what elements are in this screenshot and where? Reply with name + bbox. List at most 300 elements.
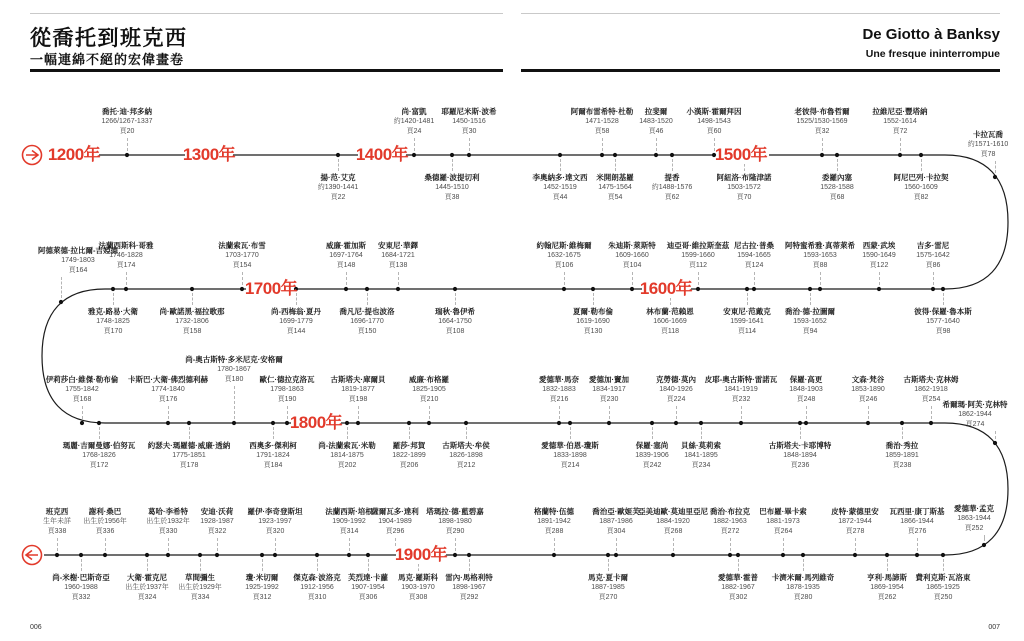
artist-dates: 1552-1614 bbox=[883, 118, 917, 125]
timeline-dot bbox=[336, 153, 340, 157]
artist-page: 頁206 bbox=[399, 462, 419, 469]
timeline-dot bbox=[125, 153, 129, 157]
dash-connector bbox=[105, 538, 106, 551]
timeline-dot bbox=[467, 153, 471, 157]
artist-dates: 1822-1899 bbox=[392, 452, 426, 459]
artist-dates: 1891-1942 bbox=[537, 518, 571, 525]
timeline-dot bbox=[900, 421, 904, 425]
artist-page: 頁108 bbox=[445, 328, 465, 335]
artist-entry bbox=[878, 573, 1008, 603]
artist-dates: 1791-1824 bbox=[256, 452, 290, 459]
dash-connector bbox=[933, 272, 934, 285]
timeline-dot bbox=[187, 421, 191, 425]
artist-dates: 1923-1997 bbox=[258, 518, 292, 525]
dash-connector bbox=[800, 427, 801, 439]
artist-dates: 1266/1267-1337 bbox=[101, 118, 153, 125]
artist-name: 法蘭西斯科·哥雅 bbox=[98, 241, 154, 250]
timeline-dot bbox=[885, 553, 889, 557]
artist-page: 頁24 bbox=[406, 128, 422, 135]
dash-connector bbox=[744, 164, 745, 171]
dash-connector bbox=[317, 559, 318, 571]
artist-name: 亨利·馬諦斯 bbox=[867, 573, 907, 582]
artist-page: 頁130 bbox=[583, 328, 603, 335]
artist-dates: 1819-1877 bbox=[341, 386, 375, 393]
artist-name: 揚·范·艾克 bbox=[320, 173, 356, 182]
artist-page: 頁230 bbox=[599, 396, 619, 403]
artist-page: 頁60 bbox=[706, 128, 722, 135]
artist-name: 雅克-路易·大衛 bbox=[88, 307, 138, 316]
timeline-dot bbox=[591, 287, 595, 291]
artist-name: 雷內·馬格利特 bbox=[445, 573, 493, 582]
artist-dates: 1826-1898 bbox=[449, 452, 483, 459]
dash-connector bbox=[943, 293, 944, 305]
artist-name: 提香 bbox=[664, 173, 680, 182]
artist-name: 威廉·霍加斯 bbox=[326, 241, 366, 250]
right-arrow-icon bbox=[26, 151, 38, 160]
artist-page: 頁38 bbox=[444, 194, 460, 201]
artist-page: 頁262 bbox=[877, 594, 897, 601]
artist-page: 頁250 bbox=[933, 594, 953, 601]
artist-name: 卡斯巴·大衛·佛烈德利赫 bbox=[128, 375, 208, 384]
artist-page: 頁264 bbox=[773, 528, 793, 535]
timeline-dot bbox=[671, 553, 675, 557]
artist-page: 頁112 bbox=[688, 262, 708, 269]
dash-connector bbox=[81, 559, 82, 571]
dash-connector bbox=[99, 427, 100, 439]
artist-page: 頁104 bbox=[622, 262, 642, 269]
artist-dates: 1882-1967 bbox=[721, 584, 755, 591]
artist-dates: 1475-1564 bbox=[598, 184, 632, 191]
artist-page: 頁150 bbox=[357, 328, 377, 335]
timeline-dot bbox=[124, 287, 128, 291]
dash-connector bbox=[429, 406, 430, 419]
artist-name: 尼古拉·普桑 bbox=[734, 241, 774, 250]
artist-name: 威廉·布格羅 bbox=[409, 375, 449, 384]
dash-connector bbox=[701, 427, 702, 439]
artist-name: 夏爾·勒布倫 bbox=[573, 307, 613, 316]
artist-page: 頁276 bbox=[907, 528, 927, 535]
timeline-dot bbox=[271, 421, 275, 425]
dash-connector bbox=[127, 138, 128, 151]
artist-name: 愛德華·馬奈 bbox=[539, 375, 579, 384]
artist-name: 阿尼巴列·卡拉契 bbox=[893, 173, 949, 182]
artist-dates: 1898-1980 bbox=[438, 518, 472, 525]
artist-dates: 1452-1519 bbox=[543, 184, 577, 191]
timeline-dot bbox=[607, 421, 611, 425]
dash-connector bbox=[347, 427, 348, 439]
artist-dates: 1594-1665 bbox=[737, 252, 771, 259]
artist-entry bbox=[61, 241, 191, 271]
artist-dates: 1619-1690 bbox=[576, 318, 610, 325]
artist-dates: 1863-1944 bbox=[957, 515, 991, 522]
artist-name: 喬治亞·歐姬芙 bbox=[592, 507, 640, 516]
dash-connector bbox=[455, 538, 456, 551]
artist-dates: 1841-1895 bbox=[684, 452, 718, 459]
artist-dates: 1471-1528 bbox=[585, 118, 619, 125]
artist-page: 頁190 bbox=[277, 396, 297, 403]
dash-connector bbox=[368, 559, 369, 571]
artist-name: 瓊·米切爾 bbox=[245, 573, 279, 582]
artist-page: 頁336 bbox=[95, 528, 115, 535]
artist-name: 薩爾瓦多·達利 bbox=[371, 507, 419, 516]
artist-page: 頁272 bbox=[720, 528, 740, 535]
artist-dates: 1590-1649 bbox=[862, 252, 896, 259]
artist-name: 喬凡尼·提也波洛 bbox=[339, 307, 395, 316]
artist-name: 朱迪斯·萊斯特 bbox=[608, 241, 656, 250]
artist-name: 瑪麗·吉爾曼娜·伯努瓦 bbox=[62, 441, 136, 450]
artist-dates: 1577-1640 bbox=[926, 318, 960, 325]
artist-dates: 1664-1750 bbox=[438, 318, 472, 325]
dash-connector bbox=[296, 293, 297, 305]
artist-name: 阿爾布雷希特·杜勒 bbox=[570, 107, 634, 116]
artist-page: 頁44 bbox=[552, 194, 568, 201]
timeline-dot bbox=[166, 553, 170, 557]
timeline-dot bbox=[781, 553, 785, 557]
artist-page: 頁290 bbox=[445, 528, 465, 535]
artist-name: 班克西 bbox=[45, 507, 69, 516]
artist-page: 頁322 bbox=[207, 528, 227, 535]
artist-dates: 1780-1867 bbox=[217, 366, 251, 373]
dash-connector bbox=[469, 559, 470, 571]
artist-entry bbox=[333, 241, 463, 271]
artist-page: 頁30 bbox=[461, 128, 477, 135]
artist-page: 頁216 bbox=[549, 396, 569, 403]
timeline-dot bbox=[982, 543, 986, 547]
dash-connector bbox=[921, 159, 922, 171]
timeline-dot bbox=[407, 421, 411, 425]
timeline-dot bbox=[650, 421, 654, 425]
dash-connector bbox=[868, 406, 869, 419]
artist-dates: 1445-1510 bbox=[435, 184, 469, 191]
artist-page: 頁98 bbox=[935, 328, 951, 335]
artist-page: 頁86 bbox=[925, 262, 941, 269]
artist-page: 頁238 bbox=[892, 462, 912, 469]
dash-connector bbox=[822, 138, 823, 151]
timeline-dot bbox=[739, 421, 743, 425]
dash-connector bbox=[273, 427, 274, 439]
artist-dates: 1525/1530-1569 bbox=[796, 118, 848, 125]
dash-connector bbox=[670, 298, 671, 305]
dash-connector bbox=[560, 159, 561, 171]
artist-page: 頁330 bbox=[158, 528, 178, 535]
timeline-dot bbox=[853, 553, 857, 557]
artist-name: 米開朗基羅 bbox=[596, 173, 634, 182]
timeline-dot bbox=[670, 153, 674, 157]
artist-dates: 1833-1898 bbox=[553, 452, 587, 459]
artist-name: 草間彌生 bbox=[185, 573, 215, 582]
artist-dates: 1632-1675 bbox=[547, 252, 581, 259]
timeline-dot bbox=[654, 153, 658, 157]
artist-page: 頁72 bbox=[892, 128, 908, 135]
dash-connector bbox=[200, 559, 201, 571]
page-number-left: 006 bbox=[30, 624, 42, 631]
artist-name: 歐仁·德拉克洛瓦 bbox=[259, 375, 315, 384]
dash-connector bbox=[262, 559, 263, 571]
artist-dates: 1684-1721 bbox=[381, 252, 415, 259]
timeline-dot bbox=[728, 553, 732, 557]
artist-name: 伊莉莎白·維傑·勒布倫 bbox=[45, 375, 119, 384]
artist-name: 尚-奧古斯特·多米尼克·安格爾 bbox=[185, 355, 283, 364]
artist-name: 塔瑪拉·德·藍碧嘉 bbox=[426, 507, 484, 516]
artist-page: 頁78 bbox=[980, 151, 996, 158]
artist-entry bbox=[404, 107, 534, 137]
artist-dates: 1606-1669 bbox=[653, 318, 687, 325]
timeline-dot bbox=[260, 553, 264, 557]
dash-connector bbox=[242, 272, 243, 285]
artist-name: 卡濟米爾·馬列維奇 bbox=[771, 573, 835, 582]
artist-dates: 1928-1987 bbox=[200, 518, 234, 525]
artist-entry bbox=[923, 130, 1024, 160]
artist-page: 頁154 bbox=[232, 262, 252, 269]
timeline-dot bbox=[190, 287, 194, 291]
artist-dates: 1450-1516 bbox=[452, 118, 486, 125]
artist-name: 喬托·迪·邦多納 bbox=[102, 107, 152, 116]
artist-dates: 1768-1826 bbox=[82, 452, 116, 459]
artist-page: 頁232 bbox=[731, 396, 751, 403]
dash-connector bbox=[810, 293, 811, 305]
artist-page: 頁106 bbox=[554, 262, 574, 269]
artist-page: 頁180 bbox=[224, 376, 244, 383]
artist-entry bbox=[909, 504, 1024, 534]
artist-name: 阿紐洛·布隆津諾 bbox=[716, 173, 772, 182]
artist-name: 喬治·德·拉圖爾 bbox=[785, 307, 835, 316]
artist-dates: 1609-1660 bbox=[615, 252, 649, 259]
artist-dates: 1834-1917 bbox=[592, 386, 626, 393]
artist-page: 頁70 bbox=[736, 194, 752, 201]
artist-name: 羅伊·李奇登斯坦 bbox=[247, 507, 303, 516]
timeline-dot bbox=[818, 287, 822, 291]
century-label: 1300年 bbox=[182, 145, 236, 164]
artist-dates: 1703-1770 bbox=[225, 252, 259, 259]
artist-page: 頁170 bbox=[103, 328, 123, 335]
dash-connector bbox=[806, 406, 807, 419]
artist-dates: 1575-1642 bbox=[916, 252, 950, 259]
artist-dates: 出生於1929年 bbox=[178, 584, 222, 591]
artist-dates: 1898-1967 bbox=[452, 584, 486, 591]
artist-dates: 1882-1963 bbox=[713, 518, 747, 525]
timeline-dot bbox=[215, 553, 219, 557]
timeline-dot bbox=[396, 287, 400, 291]
artist-dates: 1841-1919 bbox=[724, 386, 758, 393]
artist-page: 頁306 bbox=[358, 594, 378, 601]
artist-dates: 出生於1937年 bbox=[125, 584, 169, 591]
artist-page: 頁198 bbox=[348, 396, 368, 403]
artist-page: 頁202 bbox=[337, 462, 357, 469]
artist-page: 頁184 bbox=[263, 462, 283, 469]
timeline-dot bbox=[931, 287, 935, 291]
dash-connector bbox=[192, 293, 193, 305]
dash-connector bbox=[349, 538, 350, 551]
artist-page: 頁270 bbox=[598, 594, 618, 601]
dash-connector bbox=[632, 272, 633, 285]
dash-connector bbox=[409, 427, 410, 439]
artist-page: 頁58 bbox=[594, 128, 610, 135]
artist-page: 頁214 bbox=[560, 462, 580, 469]
artist-name: 費利克斯·瓦洛東 bbox=[915, 573, 971, 582]
artist-name: 傑克森·波洛克 bbox=[293, 573, 341, 582]
artist-dates: 1699-1779 bbox=[279, 318, 313, 325]
artist-page: 頁324 bbox=[137, 594, 157, 601]
dash-connector bbox=[275, 538, 276, 551]
dash-connector bbox=[652, 427, 653, 439]
artist-name: 希爾瑪·阿芙·克林特 bbox=[942, 400, 1008, 409]
artist-page: 頁338 bbox=[47, 528, 67, 535]
timeline-dot bbox=[198, 553, 202, 557]
artist-name: 阿德萊德·拉比爾-吉婭德 bbox=[38, 246, 118, 255]
artist-name: 愛德華·伯恩-瓊斯 bbox=[541, 441, 599, 450]
timeline-dot bbox=[562, 287, 566, 291]
timeline-dot bbox=[59, 300, 63, 304]
timeline-dot bbox=[166, 421, 170, 425]
timeline-dot bbox=[820, 153, 824, 157]
artist-dates: 1755-1842 bbox=[65, 386, 99, 393]
artist-name: 尚-法蘭索瓦·米勒 bbox=[318, 441, 376, 450]
artist-page: 頁212 bbox=[456, 462, 476, 469]
timeline-dot bbox=[993, 441, 997, 445]
artist-dates: 1746-1828 bbox=[109, 252, 143, 259]
artist-page: 頁148 bbox=[336, 262, 356, 269]
timeline-dot bbox=[808, 287, 812, 291]
artist-dates: 1903-1970 bbox=[401, 584, 435, 591]
artist-page: 頁254 bbox=[921, 396, 941, 403]
artist-name: 桑德羅·波提切利 bbox=[424, 173, 480, 182]
artist-name: 馬克·羅斯科 bbox=[398, 573, 438, 582]
artist-page: 頁68 bbox=[829, 194, 845, 201]
artist-page: 頁248 bbox=[796, 396, 816, 403]
artist-dates: 1748-1825 bbox=[96, 318, 130, 325]
artist-page: 頁118 bbox=[660, 328, 680, 335]
timeline-dot bbox=[453, 287, 457, 291]
dash-connector bbox=[217, 538, 218, 551]
dash-connector bbox=[418, 564, 419, 571]
timeline-dot bbox=[145, 553, 149, 557]
dash-connector bbox=[820, 272, 821, 285]
artist-dates: 1862-1918 bbox=[914, 386, 948, 393]
left-arrow-icon bbox=[26, 551, 38, 560]
dash-connector bbox=[747, 293, 748, 305]
artist-dates: 1960-1988 bbox=[64, 584, 98, 591]
artist-dates: 1814-1875 bbox=[330, 452, 364, 459]
artist-dates: 1862-1944 bbox=[958, 411, 992, 418]
artist-dates: 約1390-1441 bbox=[317, 184, 359, 191]
artist-name: 吉多·雷尼 bbox=[916, 241, 950, 250]
artist-dates: 1483-1520 bbox=[639, 118, 673, 125]
artist-dates: 1498-1543 bbox=[697, 118, 731, 125]
timeline-dot bbox=[877, 287, 881, 291]
artist-dates: 1599-1641 bbox=[730, 318, 764, 325]
dash-connector bbox=[452, 159, 453, 171]
dash-connector bbox=[593, 293, 594, 305]
artist-name: 愛德華·霍普 bbox=[718, 573, 758, 582]
dash-connector bbox=[61, 277, 62, 298]
artist-page: 頁252 bbox=[964, 525, 984, 532]
artist-page: 頁20 bbox=[119, 128, 135, 135]
dash-connector bbox=[855, 538, 856, 551]
timeline-dot bbox=[232, 421, 236, 425]
artist-dates: 1503-1572 bbox=[727, 184, 761, 191]
artist-dates: 1839-1906 bbox=[635, 452, 669, 459]
dash-connector bbox=[656, 138, 657, 151]
artist-entry bbox=[404, 573, 534, 603]
dash-connector bbox=[126, 272, 127, 285]
timeline-dot bbox=[366, 553, 370, 557]
dash-connector bbox=[395, 538, 396, 546]
artist-dates: 1872-1944 bbox=[838, 518, 872, 525]
artist-dates: 1593-1653 bbox=[803, 252, 837, 259]
artist-page: 頁144 bbox=[286, 328, 306, 335]
timeline-dot bbox=[798, 421, 802, 425]
artist-name: 彼得·保羅·魯本斯 bbox=[914, 307, 972, 316]
dash-connector bbox=[754, 272, 755, 285]
artist-name: 愛德加·竇加 bbox=[589, 375, 629, 384]
artist-name: 安東尼·范戴克 bbox=[723, 307, 771, 316]
timeline-dot bbox=[344, 287, 348, 291]
timeline-dot bbox=[347, 553, 351, 557]
artist-dates: 約1571-1610 bbox=[967, 141, 1009, 148]
timeline-dot bbox=[752, 287, 756, 291]
artist-name: 葛哈·李希特 bbox=[148, 507, 188, 516]
artist-name: 巴布羅·畢卡索 bbox=[759, 507, 807, 516]
artist-page: 頁122 bbox=[869, 262, 889, 269]
century-label: 1400年 bbox=[355, 145, 409, 164]
artist-page: 頁242 bbox=[642, 462, 662, 469]
artist-dates: 1869-1954 bbox=[870, 584, 904, 591]
artist-dates: 1528-1588 bbox=[820, 184, 854, 191]
dash-connector bbox=[676, 406, 677, 419]
artist-dates: 約1488-1576 bbox=[651, 184, 693, 191]
artist-name: 芙烈達·卡蘿 bbox=[348, 573, 388, 582]
century-label: 1800年 bbox=[289, 413, 343, 432]
artist-name: 拉維尼亞·豐塔納 bbox=[872, 107, 928, 116]
artist-page: 頁332 bbox=[71, 594, 91, 601]
artist-dates: 1904-1989 bbox=[378, 518, 412, 525]
timeline-dot bbox=[356, 421, 360, 425]
artist-name: 約翰尼斯·維梅爾 bbox=[536, 241, 592, 250]
timeline-dot bbox=[736, 553, 740, 557]
artist-page: 頁334 bbox=[190, 594, 210, 601]
artist-dates: 1593-1652 bbox=[793, 318, 827, 325]
timeline-dot bbox=[79, 553, 83, 557]
artist-dates: 1853-1890 bbox=[851, 386, 885, 393]
artist-name: 老彼得·布魯哲爾 bbox=[794, 107, 850, 116]
artist-page: 頁314 bbox=[339, 528, 359, 535]
dash-connector bbox=[741, 406, 742, 419]
artist-name: 古斯塔夫·牟侯 bbox=[442, 441, 490, 450]
artist-dates: 1887-1986 bbox=[599, 518, 633, 525]
artist-name: 古斯塔夫·庫爾貝 bbox=[330, 375, 386, 384]
artist-dates: 1732-1806 bbox=[175, 318, 209, 325]
artist-page: 頁234 bbox=[691, 462, 711, 469]
artist-page: 頁302 bbox=[728, 594, 748, 601]
dash-connector bbox=[466, 427, 467, 439]
artist-name: 西蒙·武埃 bbox=[862, 241, 896, 250]
timeline-dot bbox=[315, 553, 319, 557]
artist-page: 頁46 bbox=[648, 128, 664, 135]
artist-dates: 1865-1925 bbox=[926, 584, 960, 591]
artist-name: 羅莎·邦賀 bbox=[392, 441, 426, 450]
dash-connector bbox=[943, 559, 944, 571]
dash-connector bbox=[917, 538, 918, 551]
dash-connector bbox=[82, 406, 83, 419]
timeline-dot bbox=[55, 553, 59, 557]
artist-name: 格蘭特·伍德 bbox=[534, 507, 574, 516]
artist-dates: 1859-1891 bbox=[885, 452, 919, 459]
dash-connector bbox=[984, 535, 985, 541]
timeline-dot bbox=[606, 553, 610, 557]
artist-page: 頁308 bbox=[408, 594, 428, 601]
page-number-right: 007 bbox=[988, 624, 1000, 631]
artist-name: 小漢斯·霍爾拜因 bbox=[686, 107, 742, 116]
